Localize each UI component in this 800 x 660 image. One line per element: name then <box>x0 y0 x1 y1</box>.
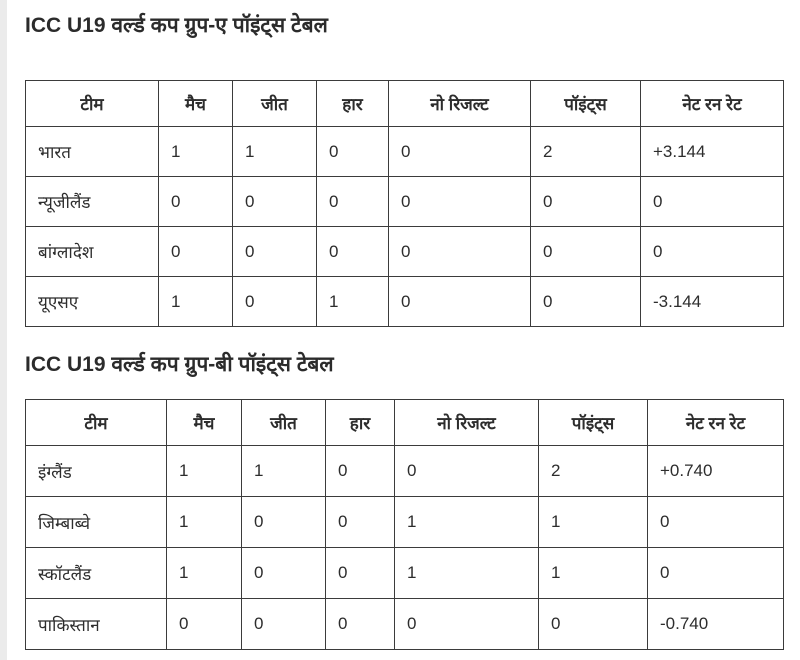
cell-no-result: 0 <box>389 177 531 227</box>
cell-no-result: 0 <box>389 127 531 177</box>
table-header-row <box>26 81 784 127</box>
cell-no-result: 0 <box>389 227 531 277</box>
table-row <box>26 227 784 277</box>
cell-matches: 1 <box>159 277 233 327</box>
col-header-matches: मैच <box>159 81 233 127</box>
table-row <box>26 177 784 227</box>
cell-matches: 1 <box>167 548 242 599</box>
cell-team: बांग्लादेश <box>26 227 159 277</box>
cell-wins: 0 <box>242 548 326 599</box>
table-row <box>26 497 784 548</box>
cell-nrr: -3.144 <box>641 277 784 327</box>
group-b-points-table <box>25 399 784 650</box>
col-header-points: पॉइंट्स <box>539 400 648 446</box>
cell-points: 1 <box>539 548 648 599</box>
col-header-team: टीम <box>26 400 167 446</box>
col-header-wins: जीत <box>233 81 317 127</box>
cell-team: इंग्लैंड <box>26 446 167 497</box>
col-header-net-run-rate: नेट रन रेट <box>648 400 784 446</box>
cell-points: 2 <box>531 127 641 177</box>
cell-points: 0 <box>539 599 648 650</box>
cell-team: यूएसए <box>26 277 159 327</box>
cell-matches: 1 <box>159 127 233 177</box>
cell-points: 0 <box>531 277 641 327</box>
table-row <box>26 548 784 599</box>
cell-points: 2 <box>539 446 648 497</box>
col-header-losses: हार <box>317 81 389 127</box>
cell-nrr: +0.740 <box>648 446 784 497</box>
cell-matches: 0 <box>159 177 233 227</box>
cell-losses: 0 <box>326 548 395 599</box>
cell-losses: 0 <box>326 446 395 497</box>
cell-wins: 0 <box>242 599 326 650</box>
cell-team: जिम्बाब्वे <box>26 497 167 548</box>
group-b-title: ICC U19 वर्ल्ड कप ग्रुप-बी पॉइंट्स टेबल <box>25 353 334 377</box>
cell-wins: 1 <box>233 127 317 177</box>
col-header-points: पॉइंट्स <box>531 81 641 127</box>
cell-points: 0 <box>531 177 641 227</box>
cell-losses: 1 <box>317 277 389 327</box>
col-header-wins: जीत <box>242 400 326 446</box>
group-a-points-table <box>25 80 784 327</box>
cell-matches: 1 <box>167 446 242 497</box>
cell-nrr: +3.144 <box>641 127 784 177</box>
cell-matches: 0 <box>159 227 233 277</box>
page-left-edge <box>0 0 7 660</box>
cell-team: भारत <box>26 127 159 177</box>
cell-points: 0 <box>531 227 641 277</box>
table-row <box>26 446 784 497</box>
cell-matches: 0 <box>167 599 242 650</box>
cell-losses: 0 <box>317 127 389 177</box>
col-header-net-run-rate: नेट रन रेट <box>641 81 784 127</box>
cell-no-result: 0 <box>395 599 539 650</box>
col-header-no-result: नो रिजल्ट <box>389 81 531 127</box>
cell-no-result: 1 <box>395 548 539 599</box>
col-header-team: टीम <box>26 81 159 127</box>
cell-points: 1 <box>539 497 648 548</box>
col-header-no-result: नो रिजल्ट <box>395 400 539 446</box>
col-header-matches: मैच <box>167 400 242 446</box>
cell-matches: 1 <box>167 497 242 548</box>
cell-wins: 1 <box>242 446 326 497</box>
col-header-losses: हार <box>326 400 395 446</box>
cell-no-result: 1 <box>395 497 539 548</box>
table-header-row <box>26 400 784 446</box>
cell-team: स्कॉटलैंड <box>26 548 167 599</box>
cell-nrr: 0 <box>641 227 784 277</box>
table-row <box>26 127 784 177</box>
cell-nrr: 0 <box>641 177 784 227</box>
cell-team: न्यूजीलैंड <box>26 177 159 227</box>
cell-losses: 0 <box>317 227 389 277</box>
cell-losses: 0 <box>317 177 389 227</box>
cell-wins: 0 <box>233 227 317 277</box>
cell-losses: 0 <box>326 497 395 548</box>
cell-wins: 0 <box>233 177 317 227</box>
cell-nrr: 0 <box>648 497 784 548</box>
cell-losses: 0 <box>326 599 395 650</box>
group-a-title: ICC U19 वर्ल्ड कप ग्रुप-ए पॉइंट्स टेबल <box>25 14 328 37</box>
cell-no-result: 0 <box>389 277 531 327</box>
cell-wins: 0 <box>233 277 317 327</box>
table-row <box>26 599 784 650</box>
table-row <box>26 277 784 327</box>
cell-team: पाकिस्तान <box>26 599 167 650</box>
cell-nrr: -0.740 <box>648 599 784 650</box>
article-content <box>25 0 785 650</box>
cell-no-result: 0 <box>395 446 539 497</box>
cell-wins: 0 <box>242 497 326 548</box>
cell-nrr: 0 <box>648 548 784 599</box>
